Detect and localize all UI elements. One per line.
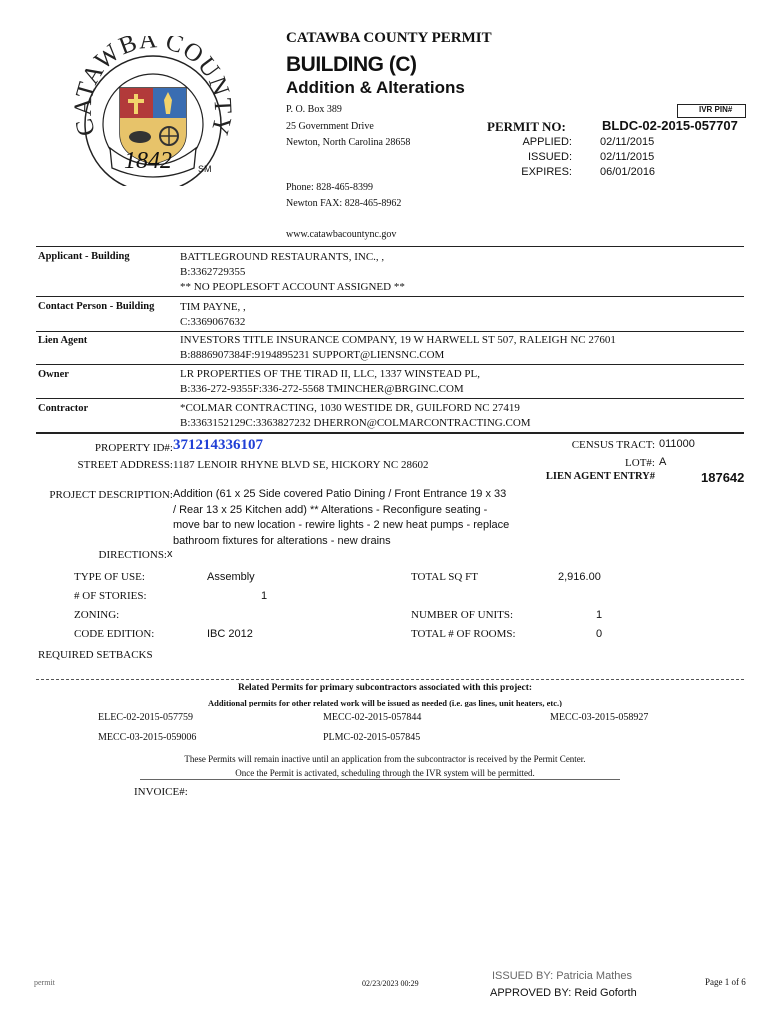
related-permit-4: MECC-03-2015-059006 — [98, 732, 197, 743]
units-value: 1 — [596, 609, 603, 621]
project-description-label: PROJECT DESCRIPTION: — [49, 489, 173, 501]
lien-agent-entry-label: LIEN AGENT ENTRY# — [545, 471, 655, 482]
contact-person-line-2: C:3369067632 — [180, 316, 246, 328]
lien-agent-line-2: B:8886907384F:9194895231 SUPPORT@LIENSNC.COM — [180, 349, 445, 361]
total-sqft-label: TOTAL SQ FT — [411, 571, 478, 583]
street-address-label: STREET ADDRESS: — [77, 459, 173, 471]
owner-line-2: B:336-272-9355F:336-272-5568 TMINCHER@BRGINC.COM — [180, 383, 464, 395]
project-description-line-4: bathroom fixtures for alterations - new drains — [173, 535, 391, 547]
related-permit-2: MECC-02-2015-057844 — [323, 712, 422, 723]
total-sqft: 2,916.00 — [558, 571, 601, 583]
divider — [36, 398, 744, 399]
county-seal — [68, 36, 238, 186]
contractor-line-2: B:3363152129C:3363827232 DHERRON@COLMARCONTRACTING.COM — [180, 417, 531, 429]
related-note-1: These Permits will remain inactive until an application from the subcontractor is received by the Permit Center. — [184, 754, 586, 764]
county-permit-title: CATAWBA COUNTY PERMIT — [286, 30, 492, 46]
lot-label: LOT#: — [625, 457, 655, 469]
contractor-line-1: *COLMAR CONTRACTING, 1030 WESTIDE DR, GUILFORD NC 27419 — [180, 402, 520, 414]
related-permits-subtitle: Additional permits for other related work will be issued as needed (i.e. gas lines, unit heaters, etc.) — [208, 698, 562, 707]
owner-label: Owner — [38, 369, 69, 380]
divider — [36, 246, 744, 247]
type-of-use-label: TYPE OF USE: — [74, 571, 145, 583]
code-edition-label: CODE EDITION: — [74, 628, 155, 640]
census-tract: 011000 — [659, 438, 695, 450]
related-note-2: Once the Permit is activated, scheduling through the IVR system will be permitted. — [235, 768, 535, 778]
units-label: NUMBER OF UNITS: — [411, 609, 514, 621]
ivr-pin-label: IVR PIN# — [699, 105, 733, 114]
permit-no-label: PERMIT NO: — [487, 119, 566, 134]
permit-number: BLDC-02-2015-057707 — [602, 118, 738, 133]
website-line: www.catawbacountync.gov — [286, 229, 397, 240]
address-line-1: P. O. Box 389 — [286, 104, 342, 115]
expires-date: 06/01/2016 — [600, 166, 656, 178]
zoning-label: ZONING: — [74, 609, 120, 621]
directions-value: x — [167, 548, 173, 560]
fax-line: Newton FAX: 828-465-8962 — [286, 198, 402, 209]
related-permit-1: ELEC-02-2015-057759 — [98, 712, 193, 723]
related-permits-title: Related Permits for primary subcontractors associated with this project: — [237, 683, 533, 693]
footer-timestamp: 02/23/2023 00:29 — [362, 979, 419, 988]
issued-label: ISSUED: — [527, 151, 572, 163]
divider — [36, 331, 744, 332]
street-address: 1187 LENOIR RHYNE BLVD SE, HICKORY NC 28602 — [173, 459, 429, 471]
page-number: Page 1 of 6 — [705, 977, 746, 987]
seal-top-text: CATAWBA COUNTY — [69, 36, 237, 139]
related-permit-5: PLMC-02-2015-057845 — [323, 732, 421, 743]
divider — [36, 432, 744, 434]
seal-year: 1842 — [124, 148, 172, 174]
project-description-line-2: / Rear 13 x 25 Kitchen add) ** Alterations - Reconfigure seating - — [173, 504, 488, 516]
contractor-label: Contractor — [38, 403, 89, 414]
applied-date: 02/11/2015 — [600, 136, 655, 148]
owner-line-1: LR PROPERTIES OF THE TIRAD II, LLC, 1337 WINSTEAD PL, — [180, 368, 481, 380]
related-permit-3: MECC-03-2015-058927 — [550, 712, 649, 723]
stories-label: # OF STORIES: — [74, 590, 147, 602]
census-tract-label: CENSUS TRACT: — [571, 439, 655, 451]
approved-by: APPROVED BY: Reid Goforth — [490, 987, 637, 999]
permit-type-title: BUILDING (C) — [286, 53, 417, 76]
rooms-value: 0 — [596, 628, 603, 640]
issued-by: ISSUED BY: Patricia Mathes — [492, 970, 632, 982]
property-id: 371214336107 — [173, 437, 263, 453]
phone-line: Phone: 828-465-8399 — [286, 182, 373, 193]
lien-agent-label: Lien Agent — [38, 335, 88, 346]
directions-label: DIRECTIONS: — [98, 549, 167, 561]
project-description-line-1: Addition (61 x 25 Side covered Patio Dining / Front Entrance 19 x 33 — [173, 488, 507, 500]
seal-service-mark: SM — [198, 164, 212, 174]
issued-date: 02/11/2015 — [600, 151, 655, 163]
divider — [36, 296, 744, 297]
applicant-line-1: BATTLEGROUND RESTAURANTS, INC., , — [180, 251, 385, 263]
dashed-divider — [36, 679, 744, 680]
property-id-label: PROPERTY ID#: — [94, 442, 173, 454]
code-edition: IBC 2012 — [207, 628, 253, 640]
address-line-3: Newton, North Carolina 28658 — [286, 137, 411, 148]
permit-subtitle: Addition & Alterations — [286, 78, 465, 97]
expires-label: EXPIRES: — [521, 166, 572, 178]
footer-form-name: permit — [34, 978, 55, 987]
stories-value: 1 — [261, 590, 268, 602]
project-description-line-3: move bar to new location - rewire lights - 2 new heat pumps - replace — [173, 519, 510, 531]
invoice-label: INVOICE#: — [134, 786, 188, 798]
lot-value: A — [659, 456, 667, 468]
rooms-label: TOTAL # OF ROOMS: — [411, 628, 516, 640]
divider — [140, 779, 620, 780]
address-line-2: 25 Government Drive — [286, 121, 374, 132]
applied-label: APPLIED: — [522, 136, 572, 148]
applicant-label: Applicant - Building — [38, 251, 130, 262]
applicant-line-2: B:3362729355 — [180, 266, 246, 278]
required-setbacks-label: REQUIRED SETBACKS — [38, 649, 153, 661]
applicant-line-3: ** NO PEOPLESOFT ACCOUNT ASSIGNED ** — [180, 281, 405, 293]
lien-agent-line-1: INVESTORS TITLE INSURANCE COMPANY, 19 W HARWELL ST 507, RALEIGH NC 27601 — [180, 334, 616, 346]
contact-person-line-1: TIM PAYNE, , — [180, 301, 246, 313]
divider — [36, 364, 744, 365]
type-of-use: Assembly — [207, 571, 255, 583]
contact-person-label: Contact Person - Building — [38, 301, 155, 312]
lien-agent-entry-number: 187642 — [701, 470, 745, 485]
